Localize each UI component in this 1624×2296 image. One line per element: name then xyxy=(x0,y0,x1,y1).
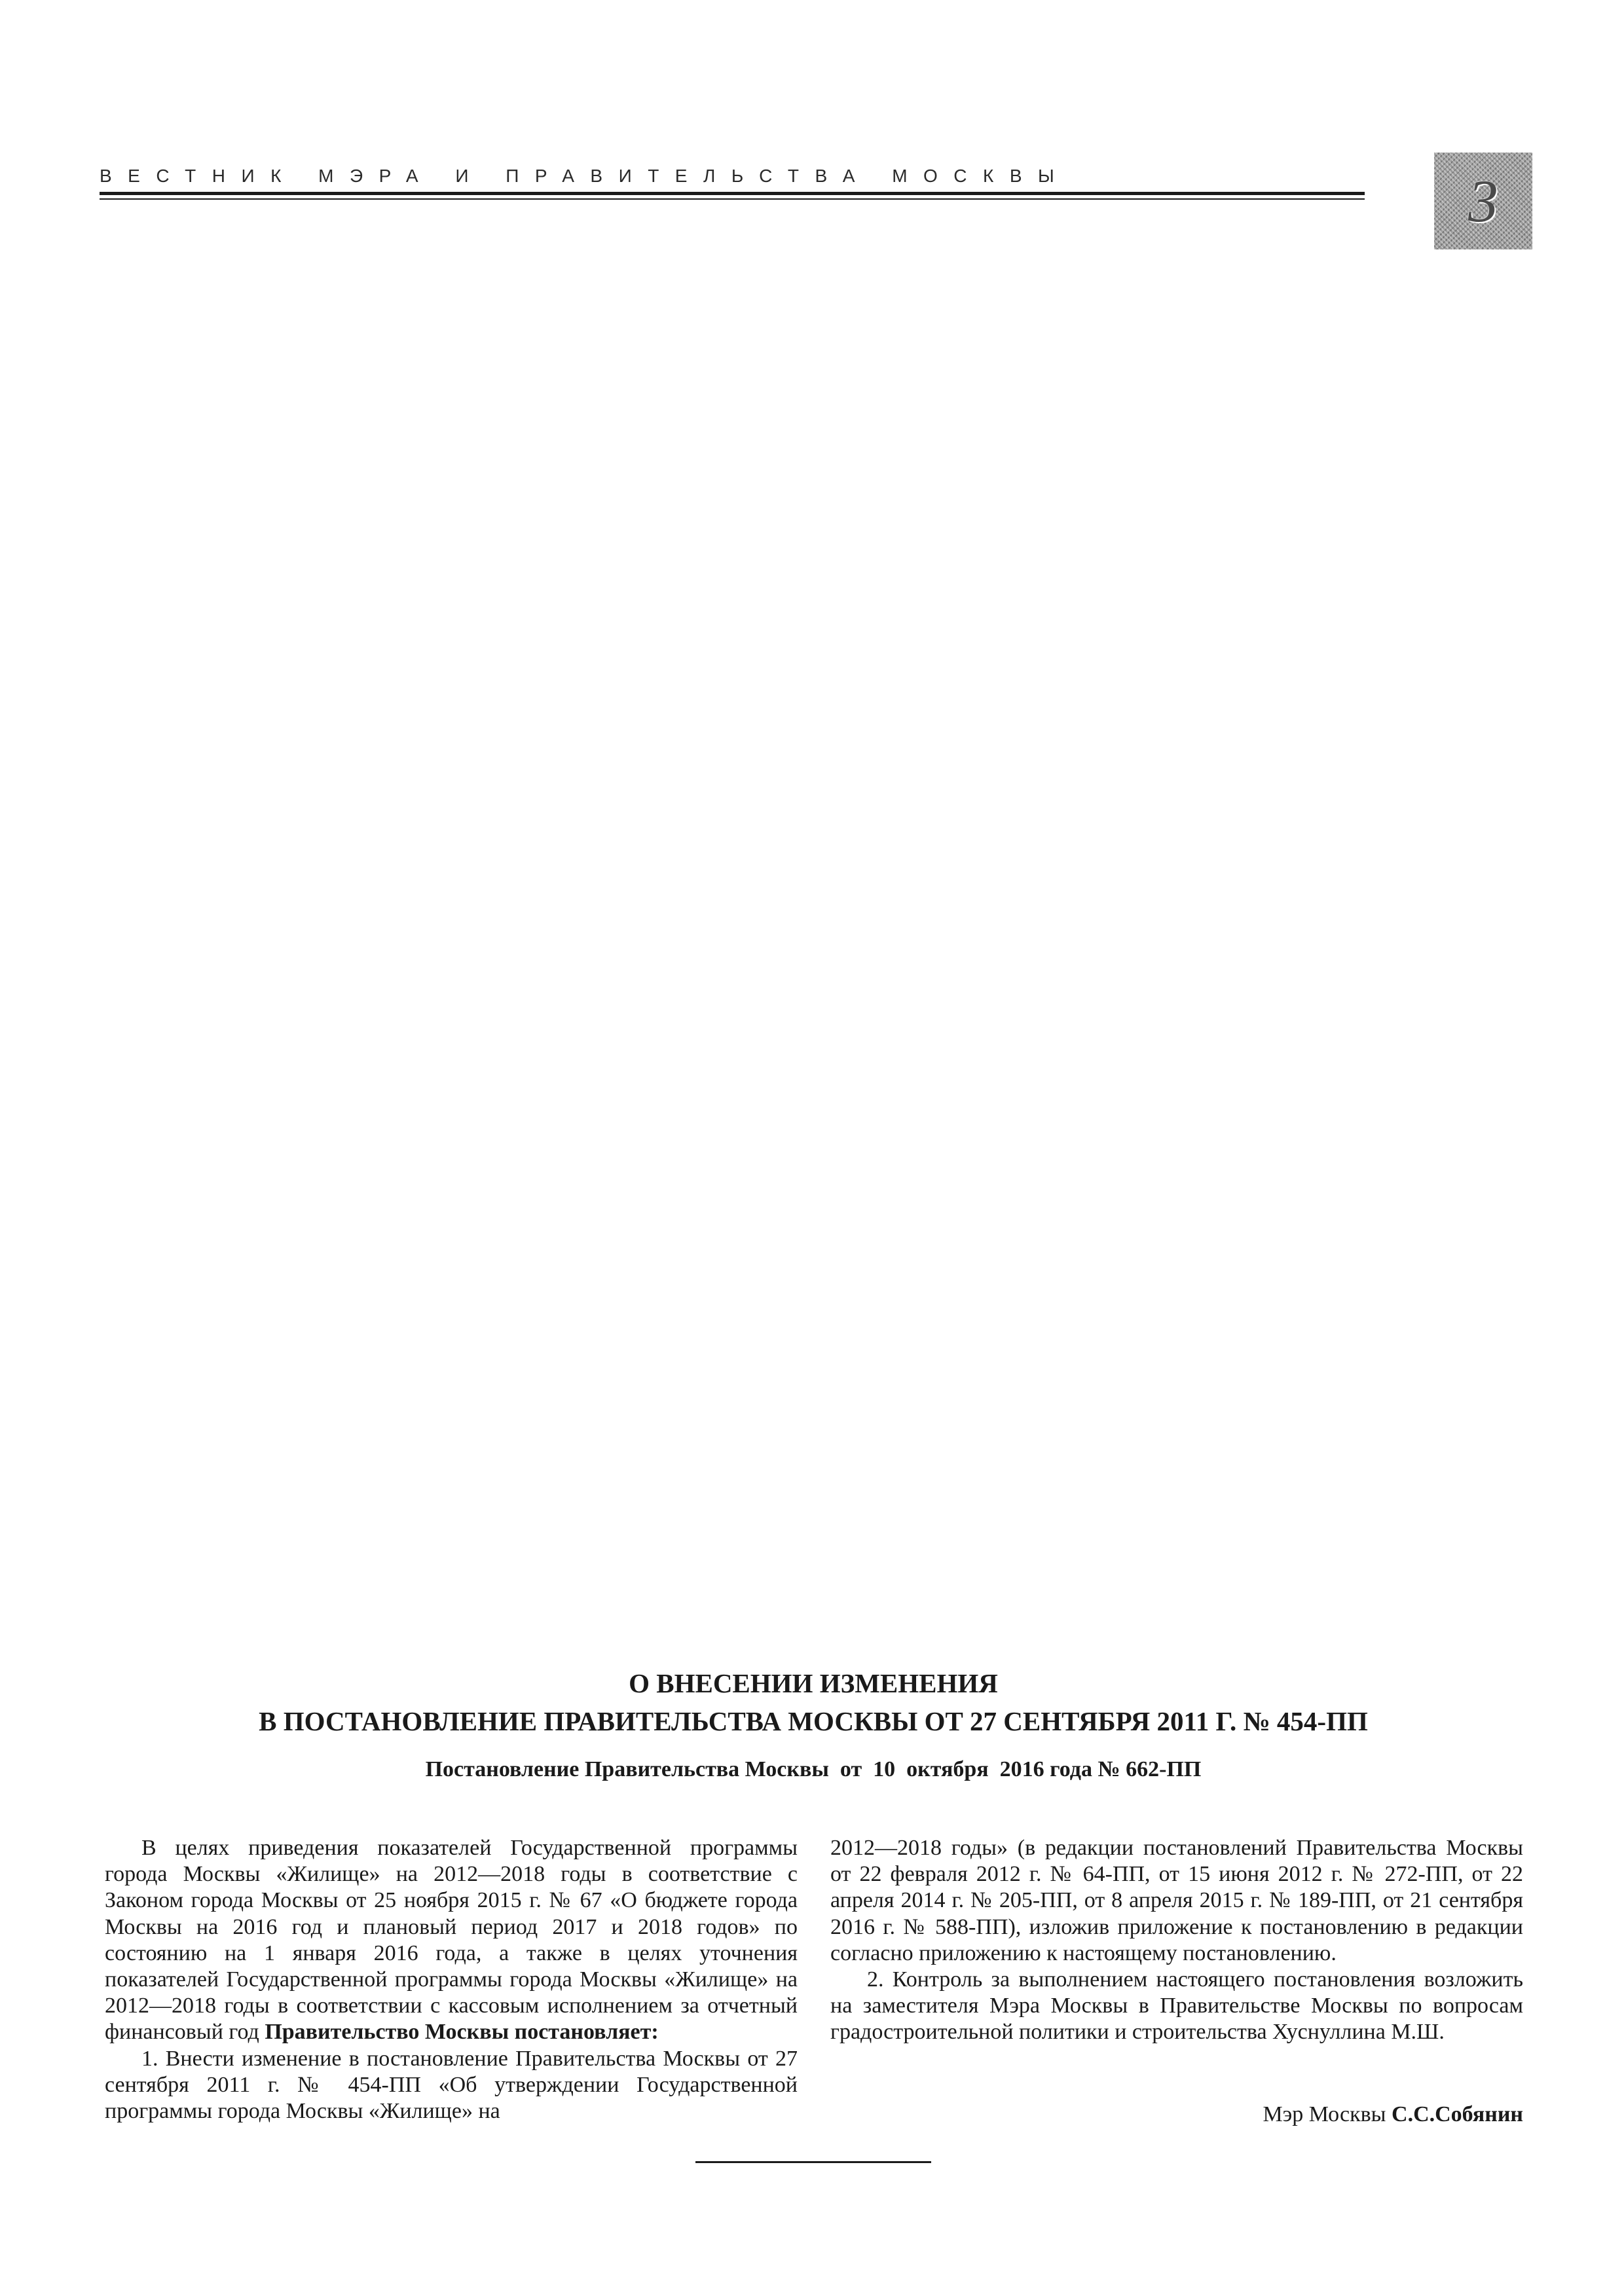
item-2-paragraph: 2. Контроль за выполнением настоящего постановления возложить на заместителя Мэра Москвы в Правительстве Москвы по вопросам градостроительной политики и строительства Хуснуллина М.Ш. xyxy=(830,1967,1523,2045)
header-rule-thick xyxy=(100,192,1365,195)
preamble-resolution: Правительство Москвы постановляет: xyxy=(265,2020,659,2045)
signature-line xyxy=(830,2102,1523,2127)
signature-name: С.С.Собянин xyxy=(1392,2102,1523,2126)
text-column-right xyxy=(830,1835,1523,2046)
item-1-paragraph: 1. Внести изменение в постановление Правительства Москвы от 27 сентября 2011 г. № 454-ПП «Об утверждении Государственной программы города Москвы «Жилище» на xyxy=(105,2046,798,2124)
signature-position: Мэр Москвы xyxy=(1263,2102,1392,2126)
text-column-left xyxy=(105,1835,798,2124)
end-of-document-rule xyxy=(695,2161,931,2163)
journal-title: ВЕСТНИК МЭРА И ПРАВИТЕЛЬСТВА МОСКВЫ xyxy=(100,166,1071,186)
document-title-line-2: В ПОСТАНОВЛЕНИЕ ПРАВИТЕЛЬСТВА МОСКВЫ ОТ 27 СЕНТЯБРЯ 2011 Г. № 454-ПП xyxy=(259,1706,1368,1736)
preamble-text: В целях приведения показателей Государственной программы города Москвы «Жилище» на 2012—2018 годы в соответствие с Законом города Москвы от 25 ноября 2015 г. № 67 «О бюджете города Москвы на 2016 год и плановый период 2017 и 2018 годов» по состоянию на 1 января 2016 года, а также в целях уточнения показателей Государственной программы города Москвы «Жилище» на 2012—2018 годы в соответствии с кассовым исполнением за отчетный финансовый год xyxy=(105,1836,798,2045)
preamble-paragraph xyxy=(105,1835,798,2046)
page-number: 3 xyxy=(1468,168,1498,234)
document-title-line-1: О ВНЕСЕНИИ ИЗМЕНЕНИЯ xyxy=(629,1668,998,1698)
page-number-badge xyxy=(1434,153,1532,249)
item-1-continuation: 2012—2018 годы» (в редакции постановлений Правительства Москвы от 22 февраля 2012 г. № 64-ПП, от 15 июня 2012 г. № 272-ПП, от 22 апреля 2014 г. № 205-ПП, от 8 апреля 2015 г. № 189-ПП, от 21 сентября 2016 г. № 588-ПП), изложив приложение к постановлению в редакции согласно приложению к настоящему постановлению. xyxy=(830,1836,1523,1965)
header-rule-thin xyxy=(100,198,1365,200)
document-subtitle: Постановление Правительства Москвы от 10 октября 2016 года № 662-ПП xyxy=(425,1757,1202,1781)
